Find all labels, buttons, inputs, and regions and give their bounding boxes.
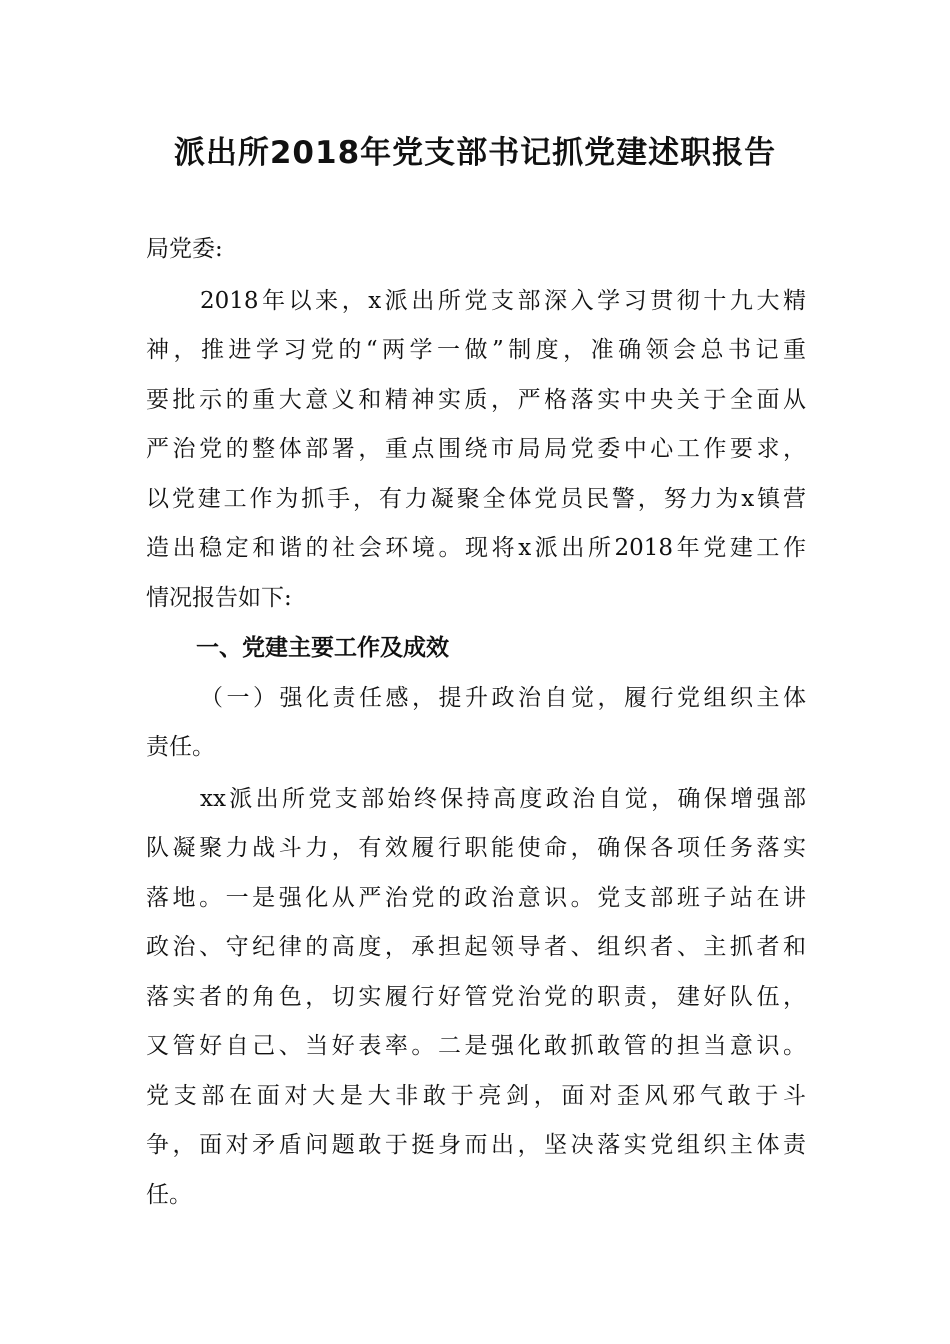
paragraph-line: 政治、守纪律的高度，承担起领导者、组织者、主抓者和	[146, 934, 806, 960]
paragraph-line: 神，推进学习党的“两学一做”制度，准确领会总书记重	[146, 337, 806, 363]
paragraph-line: 落地。一是强化从严治党的政治意识。党支部班子站在讲	[146, 885, 806, 911]
paragraph-line: 任。	[146, 1182, 192, 1208]
paragraph-line: 以党建工作为抓手，有力凝聚全体党员民警，努力为x镇营	[146, 486, 806, 512]
salutation: 局党委:	[146, 236, 223, 262]
paragraph-line: 严治党的整体部署，重点围绕市局局党委中心工作要求，	[146, 436, 806, 462]
paragraph-line: 责任。	[146, 734, 215, 760]
paragraph-line: 情况报告如下:	[146, 585, 292, 611]
paragraph-line: 又管好自己、当好表率。二是强化敢抓敢管的担当意识。	[146, 1033, 806, 1059]
document-title: 派出所2018年党支部书记抓党建述职报告	[173, 135, 777, 171]
paragraph-line: 落实者的角色，切实履行好管党治党的职责，建好队伍，	[146, 984, 806, 1010]
paragraph-line: 争，面对矛盾问题敢于挺身而出，坚决落实党组织主体责	[146, 1132, 806, 1158]
paragraph-line: 要批示的重大意义和精神实质，严格落实中央关于全面从	[146, 387, 806, 413]
paragraph-line: xx派出所党支部始终保持高度政治自觉，确保增强部	[200, 786, 806, 812]
paragraph-line: 造出稳定和谐的社会环境。现将x派出所2018年党建工作	[146, 535, 806, 561]
paragraph-line: 队凝聚力战斗力，有效履行职能使命，确保各项任务落实	[146, 835, 806, 861]
paragraph-line: 党支部在面对大是大非敢于亮剑，面对歪风邪气敢于斗	[146, 1083, 806, 1109]
paragraph-line: 2018年以来，x派出所党支部深入学习贯彻十九大精	[200, 288, 806, 314]
section-heading: 一、党建主要工作及成效	[196, 635, 449, 661]
paragraph-line: （一）强化责任感，提升政治自觉，履行党组织主体	[200, 685, 806, 711]
